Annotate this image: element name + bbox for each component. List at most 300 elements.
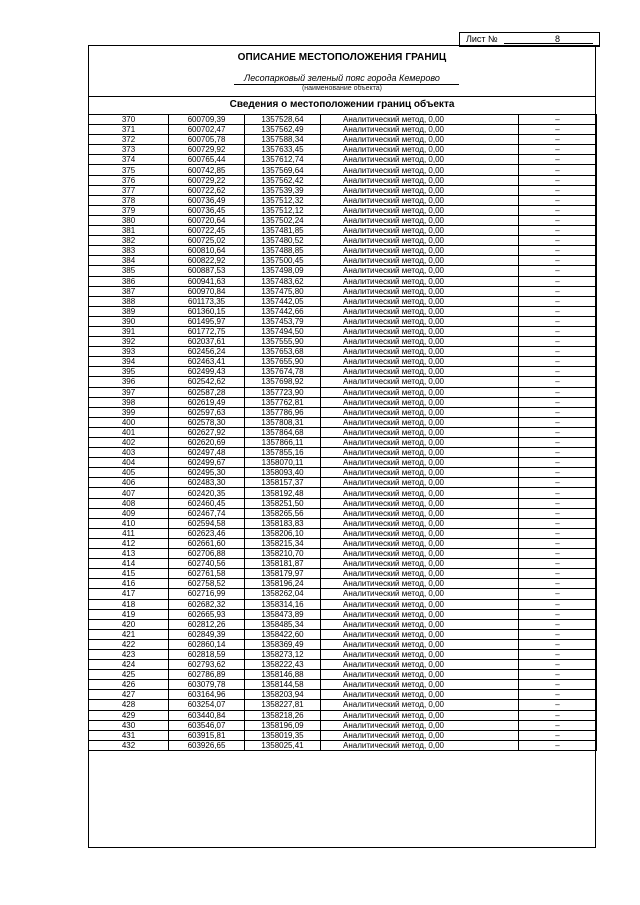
table-row xyxy=(89,357,597,367)
x-coordinate-cell: 602037,61 xyxy=(169,337,245,347)
y-coordinate-cell: 1357483,62 xyxy=(245,276,321,286)
table-row xyxy=(89,226,597,236)
point-number-cell: 412 xyxy=(89,538,169,548)
point-number-cell: 391 xyxy=(89,326,169,336)
method-cell: Аналитический метод, 0,00 xyxy=(321,448,519,458)
table-row xyxy=(89,306,597,316)
table-row xyxy=(89,256,597,266)
y-coordinate-cell: 1357655,90 xyxy=(245,357,321,367)
x-coordinate-cell: 602849,39 xyxy=(169,629,245,639)
method-cell: Аналитический метод, 0,00 xyxy=(321,518,519,528)
point-number-cell: 405 xyxy=(89,468,169,478)
y-coordinate-cell: 1358203,94 xyxy=(245,690,321,700)
x-coordinate-cell: 601772,75 xyxy=(169,326,245,336)
precision-cell: – xyxy=(519,458,597,468)
x-coordinate-cell: 602597,63 xyxy=(169,407,245,417)
table-row xyxy=(89,508,597,518)
x-coordinate-cell: 600705,78 xyxy=(169,135,245,145)
sheet-number-underline xyxy=(504,43,593,44)
point-number-cell: 427 xyxy=(89,690,169,700)
x-coordinate-cell: 602665,93 xyxy=(169,609,245,619)
method-cell: Аналитический метод, 0,00 xyxy=(321,246,519,256)
precision-cell: – xyxy=(519,639,597,649)
point-number-cell: 426 xyxy=(89,680,169,690)
precision-cell: – xyxy=(519,670,597,680)
y-coordinate-cell: 1357555,90 xyxy=(245,337,321,347)
x-coordinate-cell: 600736,45 xyxy=(169,205,245,215)
precision-cell: – xyxy=(519,508,597,518)
table-row xyxy=(89,145,597,155)
y-coordinate-cell: 1357612,74 xyxy=(245,155,321,165)
method-cell: Аналитический метод, 0,00 xyxy=(321,407,519,417)
method-cell: Аналитический метод, 0,00 xyxy=(321,549,519,559)
method-cell: Аналитический метод, 0,00 xyxy=(321,377,519,387)
x-coordinate-cell: 602740,56 xyxy=(169,559,245,569)
method-cell: Аналитический метод, 0,00 xyxy=(321,175,519,185)
table-row xyxy=(89,528,597,538)
table-row xyxy=(89,195,597,205)
table-row xyxy=(89,609,597,619)
precision-cell: – xyxy=(519,438,597,448)
x-coordinate-cell: 602619,49 xyxy=(169,397,245,407)
method-cell: Аналитический метод, 0,00 xyxy=(321,296,519,306)
method-cell: Аналитический метод, 0,00 xyxy=(321,397,519,407)
precision-cell: – xyxy=(519,660,597,670)
point-number-cell: 379 xyxy=(89,205,169,215)
table-row xyxy=(89,407,597,417)
x-coordinate-cell: 603164,96 xyxy=(169,690,245,700)
method-cell: Аналитический метод, 0,00 xyxy=(321,316,519,326)
point-number-cell: 410 xyxy=(89,518,169,528)
method-cell: Аналитический метод, 0,00 xyxy=(321,700,519,710)
y-coordinate-cell: 1357855,16 xyxy=(245,448,321,458)
precision-cell: – xyxy=(519,629,597,639)
precision-cell: – xyxy=(519,528,597,538)
method-cell: Аналитический метод, 0,00 xyxy=(321,498,519,508)
y-coordinate-cell: 1357494,50 xyxy=(245,326,321,336)
x-coordinate-cell: 600720,64 xyxy=(169,215,245,225)
point-number-cell: 413 xyxy=(89,549,169,559)
y-coordinate-cell: 1357453,79 xyxy=(245,316,321,326)
x-coordinate-cell: 602594,58 xyxy=(169,518,245,528)
point-number-cell: 393 xyxy=(89,347,169,357)
x-coordinate-cell: 603079,78 xyxy=(169,680,245,690)
method-cell: Аналитический метод, 0,00 xyxy=(321,427,519,437)
method-cell: Аналитический метод, 0,00 xyxy=(321,347,519,357)
point-number-cell: 417 xyxy=(89,589,169,599)
point-number-cell: 400 xyxy=(89,417,169,427)
method-cell: Аналитический метод, 0,00 xyxy=(321,458,519,468)
method-cell: Аналитический метод, 0,00 xyxy=(321,680,519,690)
method-cell: Аналитический метод, 0,00 xyxy=(321,185,519,195)
point-number-cell: 424 xyxy=(89,660,169,670)
x-coordinate-cell: 602786,89 xyxy=(169,670,245,680)
y-coordinate-cell: 1358227,81 xyxy=(245,700,321,710)
point-number-cell: 430 xyxy=(89,720,169,730)
y-coordinate-cell: 1358144,58 xyxy=(245,680,321,690)
header-separator xyxy=(88,96,596,97)
x-coordinate-cell: 600970,84 xyxy=(169,286,245,296)
x-coordinate-cell: 602682,32 xyxy=(169,599,245,609)
table-row xyxy=(89,569,597,579)
method-cell: Аналитический метод, 0,00 xyxy=(321,205,519,215)
method-cell: Аналитический метод, 0,00 xyxy=(321,589,519,599)
precision-cell: – xyxy=(519,579,597,589)
precision-cell: – xyxy=(519,700,597,710)
y-coordinate-cell: 1358485,34 xyxy=(245,619,321,629)
method-cell: Аналитический метод, 0,00 xyxy=(321,367,519,377)
x-coordinate-cell: 600722,45 xyxy=(169,226,245,236)
table-row xyxy=(89,246,597,256)
method-cell: Аналитический метод, 0,00 xyxy=(321,276,519,286)
method-cell: Аналитический метод, 0,00 xyxy=(321,266,519,276)
table-row xyxy=(89,670,597,680)
x-coordinate-cell: 602812,26 xyxy=(169,619,245,629)
x-coordinate-cell: 602578,30 xyxy=(169,417,245,427)
y-coordinate-cell: 1357864,68 xyxy=(245,427,321,437)
y-coordinate-cell: 1357500,45 xyxy=(245,256,321,266)
y-coordinate-cell: 1358210,70 xyxy=(245,549,321,559)
method-cell: Аналитический метод, 0,00 xyxy=(321,256,519,266)
method-cell: Аналитический метод, 0,00 xyxy=(321,306,519,316)
precision-cell: – xyxy=(519,589,597,599)
point-number-cell: 394 xyxy=(89,357,169,367)
method-cell: Аналитический метод, 0,00 xyxy=(321,195,519,205)
y-coordinate-cell: 1357674,78 xyxy=(245,367,321,377)
table-row xyxy=(89,397,597,407)
precision-cell: – xyxy=(519,427,597,437)
method-cell: Аналитический метод, 0,00 xyxy=(321,508,519,518)
point-number-cell: 372 xyxy=(89,135,169,145)
precision-cell: – xyxy=(519,195,597,205)
point-number-cell: 432 xyxy=(89,740,169,750)
point-number-cell: 383 xyxy=(89,246,169,256)
table-row xyxy=(89,720,597,730)
x-coordinate-cell: 602467,74 xyxy=(169,508,245,518)
method-cell: Аналитический метод, 0,00 xyxy=(321,670,519,680)
y-coordinate-cell: 1357475,80 xyxy=(245,286,321,296)
y-coordinate-cell: 1358314,16 xyxy=(245,599,321,609)
x-coordinate-cell: 600709,39 xyxy=(169,115,245,125)
method-cell: Аналитический метод, 0,00 xyxy=(321,538,519,548)
table-row xyxy=(89,730,597,740)
table-row xyxy=(89,478,597,488)
x-coordinate-cell: 601360,15 xyxy=(169,306,245,316)
table-row xyxy=(89,629,597,639)
x-coordinate-cell: 602627,92 xyxy=(169,427,245,437)
table-row xyxy=(89,649,597,659)
precision-cell: – xyxy=(519,226,597,236)
precision-cell: – xyxy=(519,246,597,256)
y-coordinate-cell: 1358265,56 xyxy=(245,508,321,518)
point-number-cell: 425 xyxy=(89,670,169,680)
method-cell: Аналитический метод, 0,00 xyxy=(321,357,519,367)
y-coordinate-cell: 1358093,40 xyxy=(245,468,321,478)
point-number-cell: 429 xyxy=(89,710,169,720)
y-coordinate-cell: 1357502,24 xyxy=(245,215,321,225)
table-row xyxy=(89,135,597,145)
point-number-cell: 399 xyxy=(89,407,169,417)
precision-cell: – xyxy=(519,316,597,326)
precision-cell: – xyxy=(519,417,597,427)
point-number-cell: 386 xyxy=(89,276,169,286)
x-coordinate-cell: 600822,92 xyxy=(169,256,245,266)
sheet-label: Лист № xyxy=(466,34,498,44)
point-number-cell: 381 xyxy=(89,226,169,236)
table-row xyxy=(89,710,597,720)
x-coordinate-cell: 601495,97 xyxy=(169,316,245,326)
point-number-cell: 375 xyxy=(89,165,169,175)
precision-cell: – xyxy=(519,266,597,276)
method-cell: Аналитический метод, 0,00 xyxy=(321,720,519,730)
table-row xyxy=(89,448,597,458)
y-coordinate-cell: 1358218,26 xyxy=(245,710,321,720)
y-coordinate-cell: 1358192,48 xyxy=(245,488,321,498)
coordinates-table-body xyxy=(89,115,597,751)
y-coordinate-cell: 1358157,37 xyxy=(245,478,321,488)
table-row xyxy=(89,296,597,306)
method-cell: Аналитический метод, 0,00 xyxy=(321,528,519,538)
x-coordinate-cell: 602860,14 xyxy=(169,639,245,649)
method-cell: Аналитический метод, 0,00 xyxy=(321,326,519,336)
precision-cell: – xyxy=(519,498,597,508)
table-row xyxy=(89,286,597,296)
table-row xyxy=(89,347,597,357)
y-coordinate-cell: 1358146,88 xyxy=(245,670,321,680)
precision-cell: – xyxy=(519,468,597,478)
x-coordinate-cell: 602793,62 xyxy=(169,660,245,670)
y-coordinate-cell: 1357786,96 xyxy=(245,407,321,417)
x-coordinate-cell: 600887,53 xyxy=(169,266,245,276)
precision-cell: – xyxy=(519,145,597,155)
point-number-cell: 371 xyxy=(89,125,169,135)
precision-cell: – xyxy=(519,730,597,740)
point-number-cell: 384 xyxy=(89,256,169,266)
table-row xyxy=(89,427,597,437)
x-coordinate-cell: 602620,69 xyxy=(169,438,245,448)
method-cell: Аналитический метод, 0,00 xyxy=(321,488,519,498)
table-row xyxy=(89,236,597,246)
x-coordinate-cell: 602818,59 xyxy=(169,649,245,659)
y-coordinate-cell: 1358422,60 xyxy=(245,629,321,639)
y-coordinate-cell: 1357569,64 xyxy=(245,165,321,175)
y-coordinate-cell: 1358019,35 xyxy=(245,730,321,740)
y-coordinate-cell: 1357498,09 xyxy=(245,266,321,276)
y-coordinate-cell: 1357653,68 xyxy=(245,347,321,357)
y-coordinate-cell: 1357588,34 xyxy=(245,135,321,145)
point-number-cell: 373 xyxy=(89,145,169,155)
point-number-cell: 408 xyxy=(89,498,169,508)
y-coordinate-cell: 1357562,49 xyxy=(245,125,321,135)
x-coordinate-cell: 600736,49 xyxy=(169,195,245,205)
y-coordinate-cell: 1358369,49 xyxy=(245,639,321,649)
y-coordinate-cell: 1357488,85 xyxy=(245,246,321,256)
y-coordinate-cell: 1357481,85 xyxy=(245,226,321,236)
x-coordinate-cell: 602456,24 xyxy=(169,347,245,357)
precision-cell: – xyxy=(519,135,597,145)
x-coordinate-cell: 602587,28 xyxy=(169,387,245,397)
precision-cell: – xyxy=(519,538,597,548)
precision-cell: – xyxy=(519,397,597,407)
table-row xyxy=(89,498,597,508)
object-name: Лесопарковый зеленый пояс города Кемерово xyxy=(244,73,440,83)
precision-cell: – xyxy=(519,205,597,215)
sheet-number: 8 xyxy=(555,34,561,44)
table-row xyxy=(89,337,597,347)
precision-cell: – xyxy=(519,619,597,629)
method-cell: Аналитический метод, 0,00 xyxy=(321,629,519,639)
x-coordinate-cell: 600729,22 xyxy=(169,175,245,185)
table-row xyxy=(89,215,597,225)
point-number-cell: 414 xyxy=(89,559,169,569)
precision-cell: – xyxy=(519,740,597,750)
y-coordinate-cell: 1358179,97 xyxy=(245,569,321,579)
table-row xyxy=(89,589,597,599)
y-coordinate-cell: 1357480,52 xyxy=(245,236,321,246)
precision-cell: – xyxy=(519,125,597,135)
precision-cell: – xyxy=(519,448,597,458)
point-number-cell: 389 xyxy=(89,306,169,316)
table-row xyxy=(89,549,597,559)
y-coordinate-cell: 1358196,09 xyxy=(245,720,321,730)
precision-cell: – xyxy=(519,286,597,296)
table-row xyxy=(89,155,597,165)
x-coordinate-cell: 602716,99 xyxy=(169,589,245,599)
point-number-cell: 387 xyxy=(89,286,169,296)
x-coordinate-cell: 603546,07 xyxy=(169,720,245,730)
point-number-cell: 415 xyxy=(89,569,169,579)
x-coordinate-cell: 600722,62 xyxy=(169,185,245,195)
method-cell: Аналитический метод, 0,00 xyxy=(321,478,519,488)
point-number-cell: 388 xyxy=(89,296,169,306)
precision-cell: – xyxy=(519,599,597,609)
point-number-cell: 419 xyxy=(89,609,169,619)
object-name-hint: (наименование объекта) xyxy=(301,85,383,92)
precision-cell: – xyxy=(519,347,597,357)
y-coordinate-cell: 1358262,04 xyxy=(245,589,321,599)
table-row xyxy=(89,316,597,326)
precision-cell: – xyxy=(519,256,597,266)
table-row xyxy=(89,488,597,498)
y-coordinate-cell: 1357539,39 xyxy=(245,185,321,195)
x-coordinate-cell: 603915,81 xyxy=(169,730,245,740)
precision-cell: – xyxy=(519,115,597,125)
x-coordinate-cell: 602495,30 xyxy=(169,468,245,478)
table-row xyxy=(89,115,597,125)
point-number-cell: 423 xyxy=(89,649,169,659)
y-coordinate-cell: 1358222,43 xyxy=(245,660,321,670)
method-cell: Аналитический метод, 0,00 xyxy=(321,649,519,659)
y-coordinate-cell: 1357442,66 xyxy=(245,306,321,316)
x-coordinate-cell: 602661,60 xyxy=(169,538,245,548)
x-coordinate-cell: 600725,02 xyxy=(169,236,245,246)
x-coordinate-cell: 602758,52 xyxy=(169,579,245,589)
table-row xyxy=(89,690,597,700)
point-number-cell: 418 xyxy=(89,599,169,609)
method-cell: Аналитический метод, 0,00 xyxy=(321,438,519,448)
precision-cell: – xyxy=(519,518,597,528)
point-number-cell: 374 xyxy=(89,155,169,165)
table-row xyxy=(89,660,597,670)
point-number-cell: 411 xyxy=(89,528,169,538)
x-coordinate-cell: 602497,48 xyxy=(169,448,245,458)
x-coordinate-cell: 600941,63 xyxy=(169,276,245,286)
method-cell: Аналитический метод, 0,00 xyxy=(321,559,519,569)
table-row xyxy=(89,125,597,135)
method-cell: Аналитический метод, 0,00 xyxy=(321,226,519,236)
precision-cell: – xyxy=(519,680,597,690)
precision-cell: – xyxy=(519,236,597,246)
point-number-cell: 406 xyxy=(89,478,169,488)
precision-cell: – xyxy=(519,488,597,498)
method-cell: Аналитический метод, 0,00 xyxy=(321,125,519,135)
method-cell: Аналитический метод, 0,00 xyxy=(321,155,519,165)
precision-cell: – xyxy=(519,165,597,175)
method-cell: Аналитический метод, 0,00 xyxy=(321,690,519,700)
y-coordinate-cell: 1358181,87 xyxy=(245,559,321,569)
table-row xyxy=(89,599,597,609)
point-number-cell: 380 xyxy=(89,215,169,225)
point-number-cell: 376 xyxy=(89,175,169,185)
method-cell: Аналитический метод, 0,00 xyxy=(321,135,519,145)
precision-cell: – xyxy=(519,185,597,195)
precision-cell: – xyxy=(519,690,597,700)
method-cell: Аналитический метод, 0,00 xyxy=(321,599,519,609)
coordinates-table xyxy=(88,114,597,751)
y-coordinate-cell: 1358215,34 xyxy=(245,538,321,548)
point-number-cell: 431 xyxy=(89,730,169,740)
method-cell: Аналитический метод, 0,00 xyxy=(321,387,519,397)
point-number-cell: 402 xyxy=(89,438,169,448)
point-number-cell: 396 xyxy=(89,377,169,387)
method-cell: Аналитический метод, 0,00 xyxy=(321,660,519,670)
precision-cell: – xyxy=(519,367,597,377)
method-cell: Аналитический метод, 0,00 xyxy=(321,115,519,125)
method-cell: Аналитический метод, 0,00 xyxy=(321,609,519,619)
y-coordinate-cell: 1357808,31 xyxy=(245,417,321,427)
point-number-cell: 409 xyxy=(89,508,169,518)
table-row xyxy=(89,538,597,548)
point-number-cell: 404 xyxy=(89,458,169,468)
x-coordinate-cell: 603254,07 xyxy=(169,700,245,710)
table-row xyxy=(89,377,597,387)
y-coordinate-cell: 1357723,90 xyxy=(245,387,321,397)
table-row xyxy=(89,387,597,397)
x-coordinate-cell: 602706,88 xyxy=(169,549,245,559)
table-row xyxy=(89,518,597,528)
point-number-cell: 421 xyxy=(89,629,169,639)
y-coordinate-cell: 1358206,10 xyxy=(245,528,321,538)
table-row xyxy=(89,326,597,336)
point-number-cell: 377 xyxy=(89,185,169,195)
section-subtitle: Сведения о местоположении границ объекта xyxy=(229,99,455,110)
y-coordinate-cell: 1358025,41 xyxy=(245,740,321,750)
table-row xyxy=(89,185,597,195)
precision-cell: – xyxy=(519,337,597,347)
table-row xyxy=(89,175,597,185)
table-row xyxy=(89,639,597,649)
table-row xyxy=(89,468,597,478)
y-coordinate-cell: 1358251,50 xyxy=(245,498,321,508)
precision-cell: – xyxy=(519,306,597,316)
table-row xyxy=(89,205,597,215)
precision-cell: – xyxy=(519,155,597,165)
precision-cell: – xyxy=(519,175,597,185)
method-cell: Аналитический метод, 0,00 xyxy=(321,145,519,155)
method-cell: Аналитический метод, 0,00 xyxy=(321,579,519,589)
x-coordinate-cell: 602483,30 xyxy=(169,478,245,488)
method-cell: Аналитический метод, 0,00 xyxy=(321,619,519,629)
